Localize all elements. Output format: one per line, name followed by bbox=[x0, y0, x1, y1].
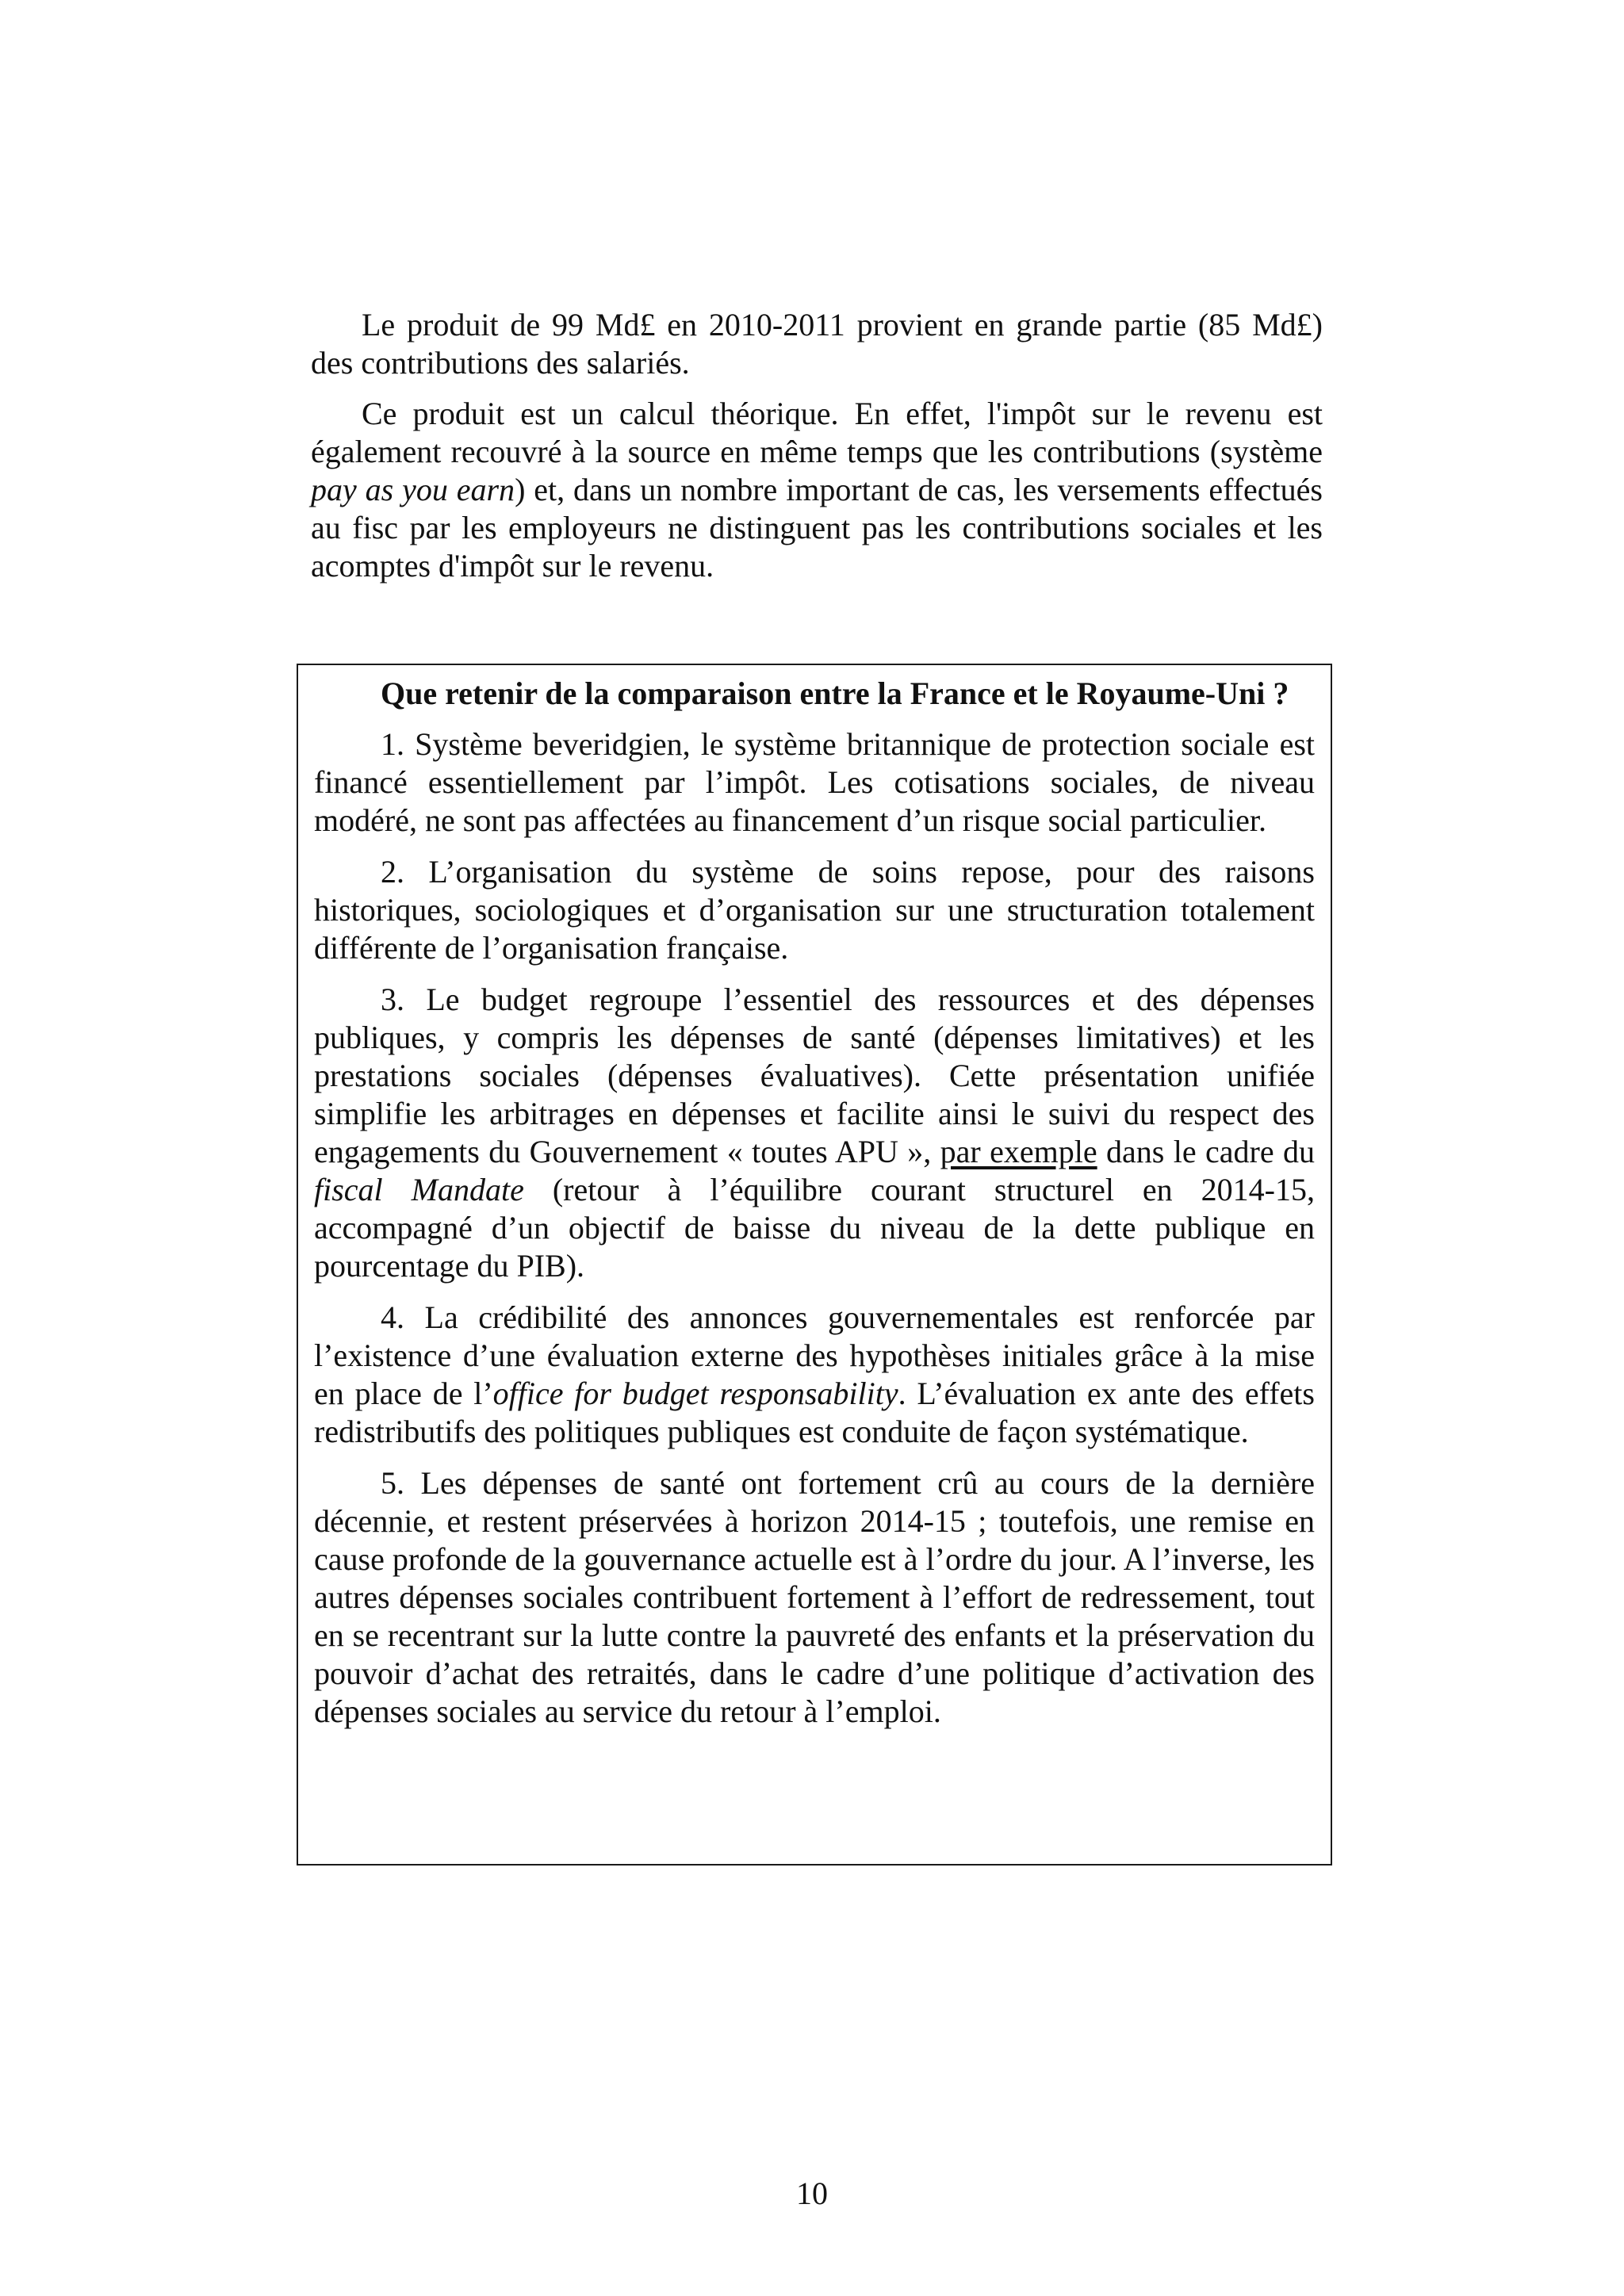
summary-item-3-text-c: (retour à l’équilibre courant structurel en 2014-15, accompagné d’un objectif de baisse du niveau de la dette publique en pourcentage du PIB). bbox=[314, 1172, 1315, 1284]
summary-item-4-italic: office for budget responsability bbox=[492, 1376, 898, 1411]
summary-item-2: 2. L’organisation du système de soins repose, pour des raisons historiques, sociologiques et d’organisation sur une structuration totalement différente de l’organisation française. bbox=[314, 854, 1315, 966]
summary-item-4-text-a: 4. La crédibilité des annonces gouvernementales est renforcée par l’existence d’une évaluation externe des hypothèses initiales grâce à la mise en place de l’ bbox=[314, 1299, 1315, 1411]
summary-item-4 bbox=[314, 1299, 1315, 1451]
summary-item-1: 1. Système beveridgien, le système britannique de protection sociale est financé essentiellement par l’impôt. Les cotisations sociales, de niveau modéré, ne sont pas affectées au financement d’un risque social particulier. bbox=[314, 726, 1315, 838]
intro-paragraph-1: Le produit de 99 Md£ en 2010-2011 provient en grande partie (85 Md£) des contributions des salariés. bbox=[311, 307, 1323, 381]
summary-item-3-underlined: par exemple bbox=[940, 1134, 1097, 1169]
summary-item-3 bbox=[314, 981, 1315, 1285]
intro-paragraph-2-italic: pay as you earn bbox=[311, 472, 515, 507]
intro-section bbox=[311, 306, 1323, 598]
intro-paragraph-2-text-a: Ce produit est un calcul théorique. En effet, l'impôt sur le revenu est également recouvré à la source en même temps que les contributions (système bbox=[311, 396, 1323, 469]
intro-paragraph-2-text-b: ) et, dans un nombre important de cas, les versements effectués au fisc par les employeurs ne distinguent pas les contributions sociales et les acomptes d'impôt sur le revenu. bbox=[311, 472, 1323, 584]
summary-item-3-italic: fiscal Mandate bbox=[314, 1172, 524, 1207]
intro-paragraph-2 bbox=[311, 395, 1323, 585]
page-number: 10 bbox=[796, 2175, 828, 2211]
summary-item-5: 5. Les dépenses de santé ont fortement crû au cours de la dernière décennie, et restent préservées à horizon 2014-15 ; toutefois, une remise en cause profonde de la gouvernance actuelle est à l’ordre du jour. A l’inverse, les autres dépenses sociales contribuent fortement à l’effort de redressement, tout en se recentrant sur la lutte contre la pauvreté des enfants et la préservation du pouvoir d’achat des retraités, dans le cadre d’une politique d’activation des dépenses sociales au service du retour à l’emploi. bbox=[314, 1465, 1315, 1729]
summary-item-3-text-a: 3. Le budget regroupe l’essentiel des ressources et des dépenses publiques, y compris les dépenses de santé (dépenses limitatives) et les prestations sociales (dépenses évaluatives). Cette présentation unifiée simplifie les arbitrages en dépenses et facilite ainsi le suivi du respect des engagements du Gouvernement « toutes APU », bbox=[314, 982, 1315, 1169]
summary-box bbox=[297, 664, 1332, 1866]
summary-box-title: Que retenir de la comparaison entre la France et le Royaume-Uni ? bbox=[381, 675, 1289, 711]
summary-item-4-text-b: . L’évaluation ex ante des effets redistributifs des politiques publiques est conduite de façon systématique. bbox=[314, 1376, 1315, 1449]
summary-item-3-text-b: dans le cadre du bbox=[1097, 1134, 1315, 1169]
